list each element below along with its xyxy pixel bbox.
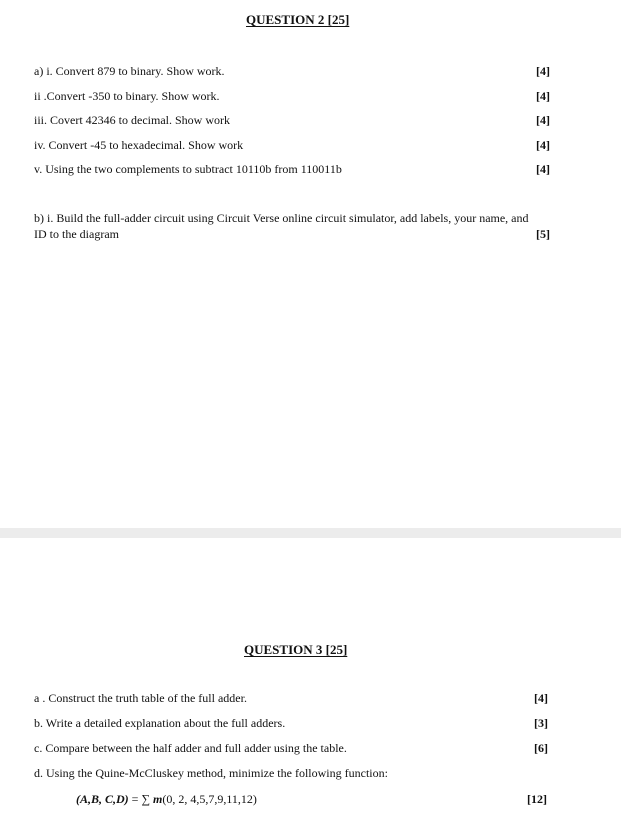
- q2-b-line-1: b) i. Build the full-adder circuit using Circuit Verse online circuit simulator, add labels, your name, and: [34, 211, 529, 225]
- q2-a-iii-mark: [4]: [536, 113, 550, 127]
- q2-b-line-2: ID to the diagram: [34, 227, 119, 241]
- q2-a-ii-text: ii .Convert -350 to binary. Show work.: [34, 89, 220, 103]
- q3-d-text: d. Using the Quine-McCluskey method, minimize the following function:: [34, 766, 388, 780]
- q2-a-iv-text: iv. Convert -45 to hexadecimal. Show work: [34, 138, 244, 152]
- question-3-heading: QUESTION 3 [25]: [244, 642, 348, 657]
- formula-lhs: (A,B, C,D): [76, 792, 129, 806]
- q3-b-mark: [3]: [534, 716, 548, 730]
- q2-a-iv-mark: [4]: [536, 138, 550, 152]
- formula-minterms: (0, 2, 4,5,7,9,11,12): [162, 792, 257, 806]
- q2-a-v-text: v. Using the two complements to subtract 10110b from 110011b: [34, 162, 342, 176]
- q2-b-mark: [5]: [536, 227, 550, 241]
- q3-c-mark: [6]: [534, 741, 548, 755]
- summation-symbol: ∑: [141, 792, 151, 806]
- q3-a-text: a . Construct the truth table of the full adder.: [34, 691, 247, 705]
- q2-a-i-mark: [4]: [536, 64, 550, 78]
- page-2: [0, 538, 621, 832]
- q3-b-text: b. Write a detailed explanation about the full adders.: [34, 716, 286, 730]
- q2-a-ii-mark: [4]: [536, 89, 550, 103]
- question-2-heading: QUESTION 2 [25]: [246, 12, 350, 27]
- q2-a-iii-text: iii. Covert 42346 to decimal. Show work: [34, 113, 230, 127]
- q2-a-i-text: a) i. Convert 879 to binary. Show work.: [34, 64, 225, 78]
- formula-equals: =: [128, 792, 142, 806]
- formula-m: m: [153, 792, 163, 806]
- q2-a-v-mark: [4]: [536, 162, 550, 176]
- page-gap: [0, 528, 621, 538]
- q3-a-mark: [4]: [534, 691, 548, 705]
- minterm-function: [76, 792, 257, 807]
- q3-c-text: c. Compare between the half adder and full adder using the table.: [34, 741, 347, 755]
- q3-d-mark: [12]: [527, 792, 547, 806]
